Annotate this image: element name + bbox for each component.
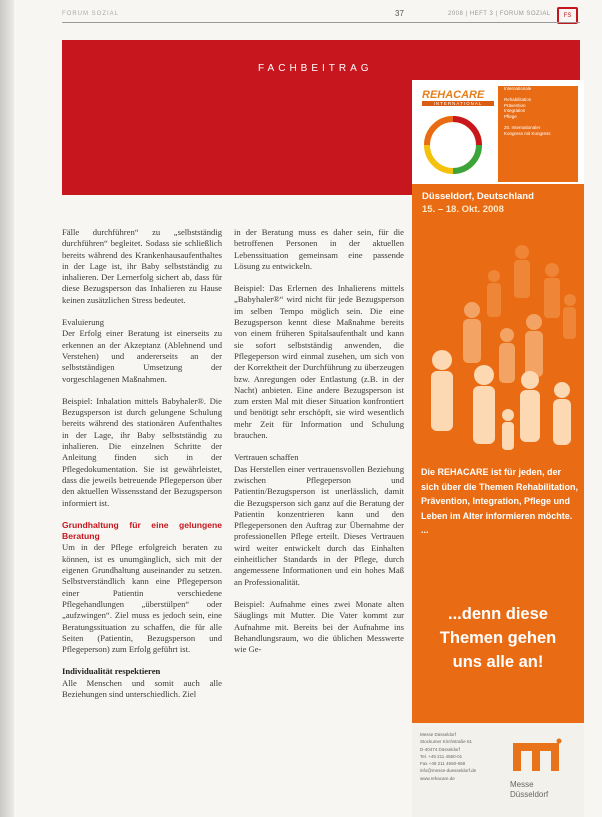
- ad-description: Die REHACARE ist für jeden, der sich über die Themen Rehabilitation, Prävention, Integration, Pflege und Leben im Alter informieren möchte. ...: [421, 467, 579, 535]
- subheading: Individualität respektieren: [62, 666, 161, 677]
- side-line: Integration: [504, 108, 526, 114]
- contact-line: Fax +49 211 4560-668: [420, 761, 466, 767]
- side-line: Kongress mit Kongress: [504, 130, 551, 136]
- paragraph: Der Erfolg einer Beratung ist einerseits zu erkennen an der Akzeptanz (Ablehnend und Verstehen) und andererseits an der selbstständigen Umsetzung der vorgeschlagenen Maßnahmen.: [62, 328, 222, 384]
- contact-line: www.rehacare.de: [420, 775, 455, 781]
- section-title: FACHBEITRAG: [258, 63, 373, 74]
- contact-info: [420, 731, 476, 782]
- subheading: Evaluierung: [62, 317, 104, 328]
- header-rule: [62, 22, 580, 23]
- messe-name-line: Messe: [510, 780, 534, 789]
- rehacare-cross-icon: [422, 114, 484, 176]
- paragraph: Beispiel: Inhalation mittels Babyhaler®. Die Bezugsperson ist durch gelungene Schulung bereits während des stationären Aufenthaltes in der Lage, ihr Baby selbstständig zu inhalieren. Die einzelnen Schritte der Anleitung finden sich in der Pflegedokumentation. Sie ist gewährleistet, dass die jeweils betreuende Pflegeperson über den aktuellen Wissensstand der Bezugsperson informiert ist.: [62, 395, 222, 508]
- paragraph: in der Beratung muss es daher sein, für die betroffenen Personen in der aktuellen Lebenssituation gemeinsam eine passende Lösung zu entwickeln.: [234, 227, 404, 271]
- side-line: Internationale: [504, 86, 532, 91]
- messe-name-line: Düsseldorf: [510, 790, 549, 799]
- slogan-line: Themen gehen: [439, 629, 557, 647]
- ad-slogan: [412, 602, 584, 674]
- paragraph: Um in der Pflege erfolgreich beraten zu können, ist es unumgänglich, sich mit der eigenen Grundhaltung auseinander zu setzen. Selbstverständlich kann eine Pflegeperson einer Patientin verschiedene Pflegehandlungen „überstülpen“ oder „aufzwingen“. Ziel muss es jedoch sein, eine Beratungssituation zu schaffen, die für alle Seiten (Patientin, Bezugsperson und Pflegeperson) zum Erfolg geführt ist.: [62, 542, 222, 655]
- subheading: Vertrauen schaffen: [234, 452, 299, 463]
- messe-duesseldorf-logo-icon: [509, 737, 563, 777]
- slogan-line: uns alle an!: [452, 653, 544, 671]
- paragraph: Das Herstellen einer vertrauensvollen Beziehung zwischen Pflegeperson und Patientin/Bezugsperson ist unerlässlich, damit die Bezugsperson sich ganz auf die Beratung der Patientin konzentrieren kann und den Pflegepersonen den Auftrag zur Übernahme der professionellen Pflege erteilt. Dieses Vertrauen wird weiter entwickelt durch das Einhalten einheitlicher Standards in der Pflege, durch angemessene Informationen und ein hohes Maß an Professionalität.: [234, 463, 404, 587]
- paragraph: Alle Menschen und somit auch alle Beziehungen sind unterschiedlich. Ziel: [62, 677, 222, 699]
- article-column-1: [62, 227, 222, 711]
- paragraph: Beispiel: Aufnahme eines zwei Monate alten Säuglings mit Mutter. Die Vater kommt zur Aufnahme mit. Bereits bei der Aufnahme ins Behandlungsraum, wo die üblichen Messwerte wie Ge-: [234, 598, 404, 655]
- ad-logo-area: [412, 80, 584, 184]
- people-illustration: [412, 230, 584, 480]
- slogan-line: ...denn diese: [448, 605, 548, 623]
- ad-date: 15. – 18. Okt. 2008: [422, 204, 504, 215]
- article-column-2: [234, 227, 404, 666]
- header-left-text: FORUM SOZIAL: [62, 11, 120, 17]
- ad-city: Düsseldorf, Deutschland: [422, 191, 534, 202]
- paragraph: Fälle durchführen“ zu „selbstständig durchführen“ begleitet. Sodass sie schließlich bereits während des Krankenhausaufenthaltes in der Lage ist, ihr Baby selbstständig zu inhalieren. Der Lernerfolg sichert ab, dass für diese Bezugsperson das Inhalieren zu Hause keinen zusätzlichen Stress bedeutet.: [62, 227, 222, 305]
- side-line: Pflege: [504, 113, 517, 119]
- page-binding-shadow: [0, 0, 14, 817]
- contact-line: D-40474 Düsseldorf: [420, 746, 461, 752]
- paragraph: Beispiel: Das Erlernen des Inhalierens mittels „Babyhaler®“ wird nicht für jede Bezugsperson im selben Tempo möglich sein. Die eine Bezugsperson kennt diese Maßnahme bereits von einem früheren Spitalsaufenthalt und kann sie sofort selbstständig anwenden, die Pflegeperson wird einmal zusehen, um sich von der Korrektheit der Durchführung zu überzeugen bzw. Anregungen oder Entlastung (z.B. in der Nacht) anbieten. Eine andere Bezugsperson ist zum ersten Mal mit dieser Situation konfrontiert und benötigt sehr erschöpft, sie wird wesentlich mehr Zeit für Information und Schulung brauchen.: [234, 283, 404, 441]
- contact-line: Messe Düsseldorf: [420, 732, 457, 737]
- magazine-logo-icon: FS: [557, 7, 578, 24]
- rehacare-side-panel: [498, 86, 578, 182]
- contact-line: info@messe-duesseldorf.de: [420, 768, 477, 774]
- messe-name: [510, 780, 548, 800]
- side-line: Prävention: [504, 102, 526, 108]
- rehacare-brand: REHACARE: [422, 89, 485, 101]
- rehacare-subtitle: INTERNATIONAL: [422, 101, 494, 106]
- side-line: 20. Internationaler: [504, 125, 541, 131]
- header-right-text: 2008 | HEFT 3 | FORUM SOZIAL: [448, 11, 551, 17]
- rehacare-advertisement: [412, 80, 584, 817]
- contact-line: Stockumer Kirchstraße 61: [420, 739, 473, 745]
- side-line: Rehabilitation: [504, 97, 532, 103]
- page-number: 37: [395, 9, 404, 18]
- contact-line: Tel. +49 211 4560-01: [420, 753, 463, 759]
- section-heading: Grundhaltung für eine gelungene Beratung: [62, 519, 222, 542]
- messe-footer: [412, 723, 584, 817]
